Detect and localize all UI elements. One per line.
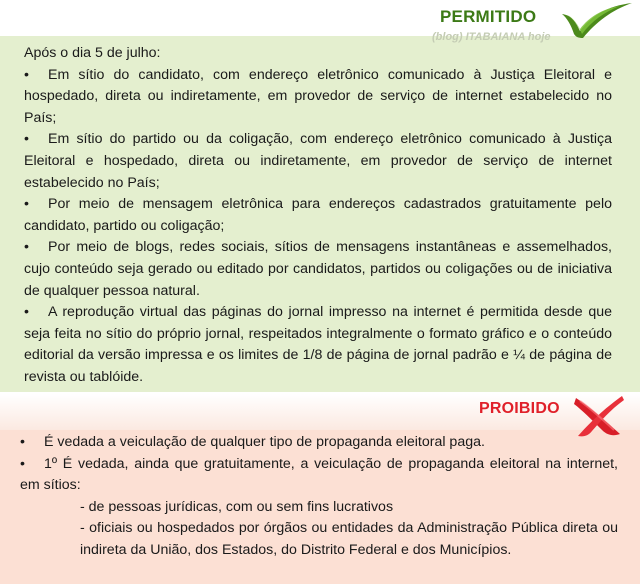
bullet: •	[24, 239, 29, 256]
proibido-subitem: - oficiais ou hospedados por órgãos ou entidades da Administração Pública direta ou indireta da União, dos Estados, do Distrito Federal e dos Municípios.	[80, 520, 618, 558]
proibido-section	[0, 394, 640, 584]
bullet: •	[20, 434, 25, 450]
permitido-intro: Após o dia 5 de julho:	[24, 45, 161, 61]
blog-credit: (blog) ITABAIANA hoje	[432, 31, 551, 43]
bullet: •	[24, 196, 29, 213]
permitido-item: • A reprodução virtual das páginas do jornal impresso na internet é permitida desde que seja feita no sítio do próprio jornal, respeitados integralmente o formato gráfico e o conteúdo editorial da versão impressa e os limites de 1/8 de página de jornal padrão e ¼ de página de revista ou tablóide.	[24, 304, 612, 385]
proibido-item: • É vedada a veiculação de qualquer tipo de propaganda eleitoral paga.	[20, 432, 618, 454]
proibido-subitem: - de pessoas jurídicas, com ou sem fins lucrativos	[80, 498, 394, 515]
bullet: •	[24, 131, 29, 148]
permitido-item: • Por meio de blogs, redes sociais, sítios de mensagens instantâneas e assemelhados, cujo conteúdo seja gerado ou editado por candidatos, partidos ou coligações ou de iniciativa de qualquer pessoa natural.	[24, 239, 612, 299]
bullet: •	[24, 66, 29, 83]
permitido-body	[24, 43, 612, 389]
bullet: •	[20, 455, 25, 472]
proibido-title: PROIBIDO	[479, 400, 560, 417]
permitido-item: • Em sítio do partido ou da coligação, com endereço eletrônico comunicado à Justiça Eleitoral e hospedado, direta ou indiretamente, em provedor de serviço de internet estabelecido no País;	[24, 131, 612, 191]
permitido-item: • Em sítio do candidato, com endereço eletrônico comunicado à Justiça Eleitoral e hospedado, direta ou indiretamente, em provedor de serviço de internet estabelecido no País;	[24, 66, 612, 126]
bullet: •	[24, 304, 29, 321]
permitido-title: PERMITIDO	[440, 7, 537, 26]
proibido-item: • 1º É vedada, ainda que gratuitamente, a veiculação de propaganda eleitoral na internet, em sítios:	[20, 455, 618, 494]
proibido-body	[20, 432, 618, 562]
checkmark-icon	[560, 0, 634, 40]
permitido-item: • Por meio de mensagem eletrônica para endereços cadastrados gratuitamente pelo candidato, partido ou coligação;	[24, 196, 612, 234]
